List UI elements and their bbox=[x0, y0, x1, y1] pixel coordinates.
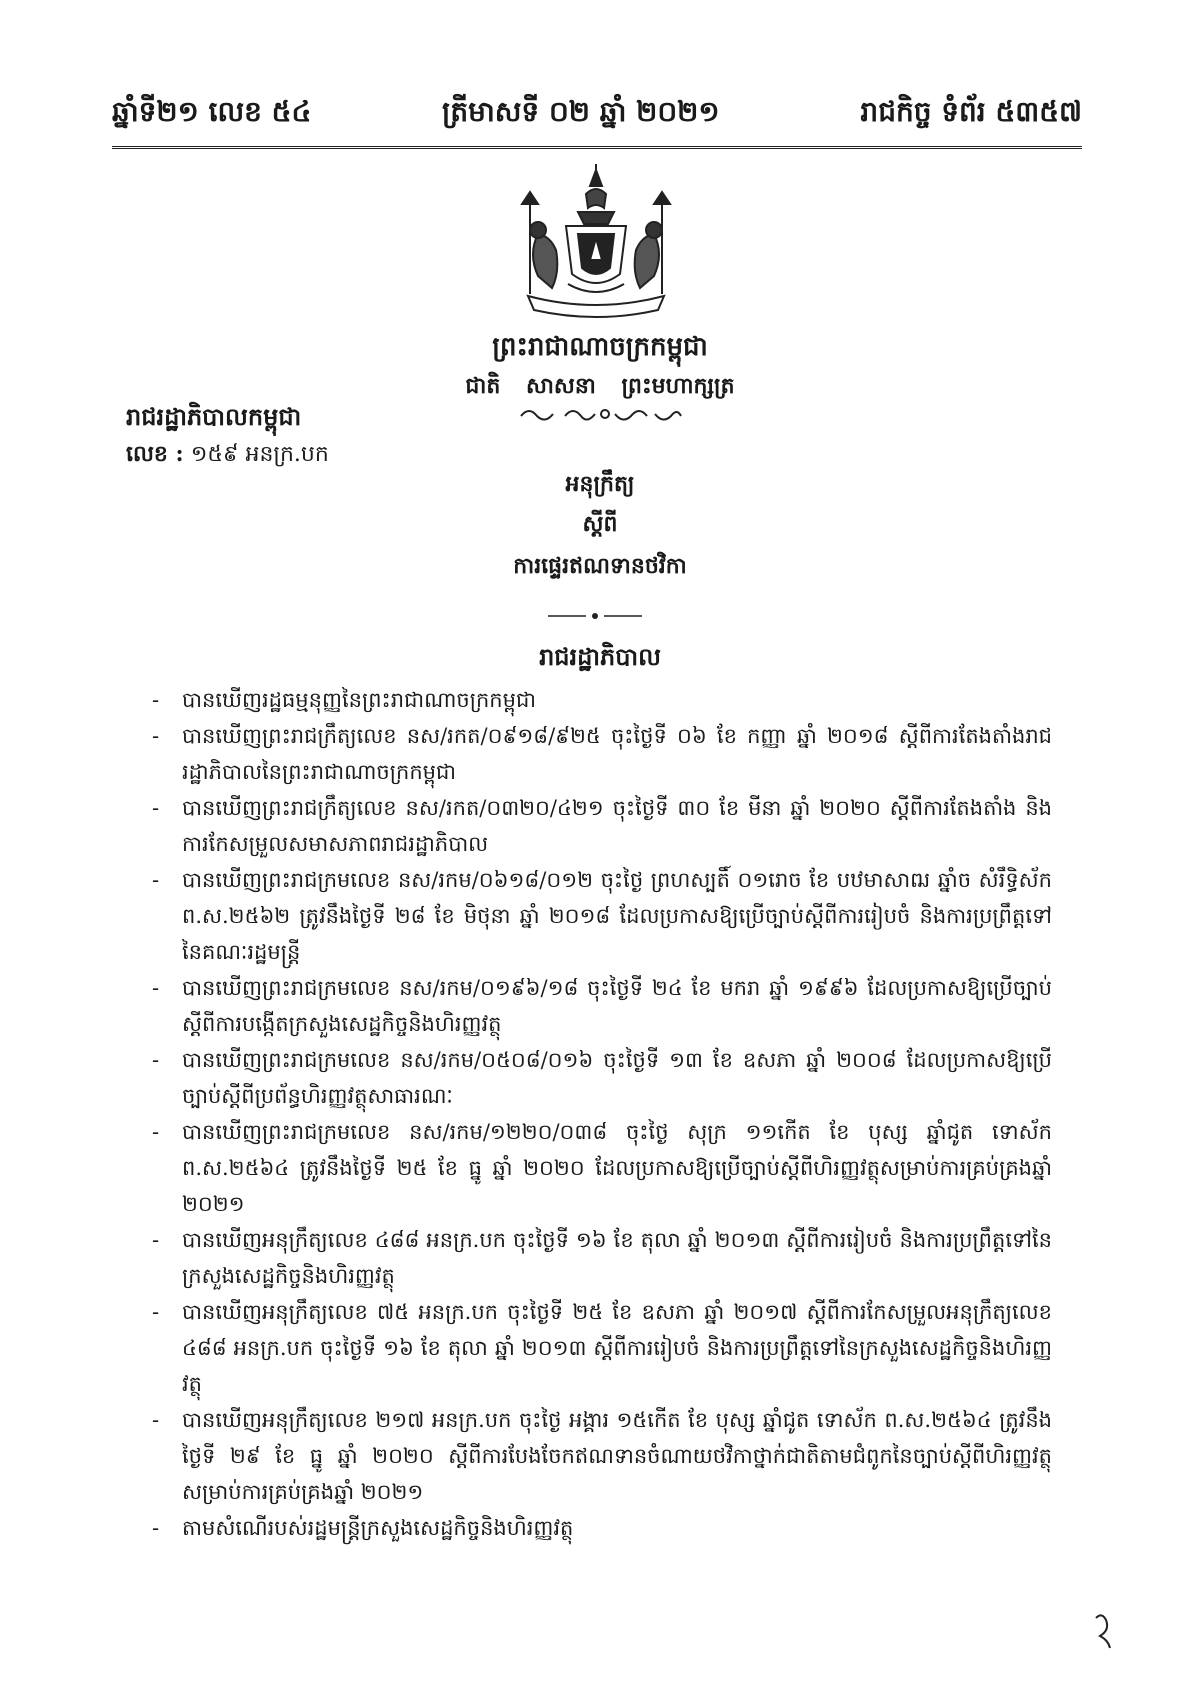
reference-value: ១៥៩ អនក្រ.បក bbox=[190, 442, 329, 467]
document-about: ស្តីពី bbox=[582, 511, 618, 537]
list-item: - បានឃើញព្រះរាជក្រឹត្យលេខ នស/រកត/០៩១៨/៩២៥ ចុះថ្ងៃទី ០៦ ខែ កញ្ញា ឆ្នាំ ២០១៨ ស្តីពីការតែងតាំងរាជរដ្ឋាភិបាលនៃព្រះរាជាណាចក្រកម្ពុជា bbox=[172, 718, 1052, 790]
document-type: អនុក្រឹត្យ bbox=[565, 471, 635, 497]
ornament-divider-icon bbox=[515, 402, 685, 426]
list-item: - បានឃើញព្រះរាជក្រមលេខ នស/រកម/០១៩៦/១៨ ចុះថ្ងៃទី ២៤ ខែ មករា ឆ្នាំ ១៩៩៦ ដែលប្រកាសឱ្យប្រើច្បាប់ស្តីពីការបង្កើតក្រសួងសេដ្ឋកិច្ចនិងហិរញ្ញវត្ថុ bbox=[172, 970, 1052, 1042]
initial-mark-icon bbox=[1092, 1610, 1114, 1650]
national-motto: ជាតិ សាសនា ព្រះមហាក្សត្រ bbox=[465, 373, 735, 399]
royal-emblem-icon bbox=[508, 164, 684, 324]
header-issue: ឆ្នាំទី២១ លេខ ៥៤ bbox=[112, 95, 312, 128]
header-page-number: រាជកិច្ច ទំព័រ ៥៣៥៧ bbox=[860, 95, 1082, 128]
list-item: - បានឃើញអនុក្រឹត្យលេខ ៧៥ អនក្រ.បក ចុះថ្ងៃទី ២៥ ខែ ឧសភា ឆ្នាំ ២០១៧ ស្តីពីការកែសម្រួលអនុក្រឹត្យលេខ ៤៨៨ អនក្រ.បក ចុះថ្ងៃទី ១៦ ខែ តុលា ឆ្នាំ ២០១៣ ស្តីពីការរៀបចំ និងការប្រព្រឹត្តទៅនៃក្រសួងសេដ្ឋកិច្ចនិងហិរញ្ញវត្ថុ bbox=[172, 1294, 1052, 1402]
reference-number bbox=[126, 440, 329, 472]
list-item: - បានឃើញរដ្ឋធម្មនុញ្ញនៃព្រះរាជាណាចក្រកម្ពុជា bbox=[172, 682, 1052, 718]
reference-label: លេខ : bbox=[126, 441, 184, 467]
list-item: - បានឃើញអនុក្រឹត្យលេខ ២១៧ អនក្រ.បក ចុះថ្ងៃ អង្គារ ១៥កើត ខែ បុស្ស ឆ្នាំជូត ទោស័ក ព.ស.២៥៦៤ ត្រូវនឹងថ្ងៃទី ២៩ ខែ ធ្នូ ឆ្នាំ ២០២០ ស្តីពីការបែងចែកឥណទានចំណាយថវិកាថ្នាក់ជាតិតាមជំពូកនៃច្បាប់ស្តីពីហិរញ្ញវត្ថុសម្រាប់ការគ្រប់គ្រងឆ្នាំ ២០២១ bbox=[172, 1402, 1052, 1510]
title-divider bbox=[548, 612, 642, 620]
page-header bbox=[112, 94, 1082, 146]
header-quarter: ត្រីមាសទី ០២ ឆ្នាំ ២០២១ bbox=[442, 95, 720, 128]
section-title: រាជរដ្ឋាភិបាល bbox=[539, 642, 661, 671]
list-item: - បានឃើញអនុក្រឹត្យលេខ ៤៨៨ អនក្រ.បក ចុះថ្ងៃទី ១៦ ខែ តុលា ឆ្នាំ ២០១៣ ស្តីពីការរៀបចំ និងការប្រព្រឹត្តទៅនៃក្រសួងសេដ្ឋកិច្ចនិងហិរញ្ញវត្ថុ bbox=[172, 1222, 1052, 1294]
kingdom-name: ព្រះរាជាណាចក្រកម្ពុជា bbox=[492, 332, 708, 362]
list-item: - បានឃើញព្រះរាជក្រមលេខ នស/រកម/១២២០/០៣៨ ចុះថ្ងៃ សុក្រ ១១កើត ខែ បុស្ស ឆ្នាំជូត ទោស័ក ព.ស.២៥៦៤ ត្រូវនឹងថ្ងៃទី ២៥ ខែ ធ្នូ ឆ្នាំ ២០២០ ដែលប្រកាសឱ្យប្រើច្បាប់ស្តីពីហិរញ្ញវត្ថុសម្រាប់ការគ្រប់គ្រងឆ្នាំ ២០២១ bbox=[172, 1114, 1052, 1222]
list-item: - បានឃើញព្រះរាជក្រមលេខ នស/រកម/០៦១៨/០១២ ចុះថ្ងៃ ព្រហស្បតិ៍ ០១រោច ខែ បឋមាសាឍ ឆ្នាំច សំរឹទ្ធិស័ក ព.ស.២៥៦២ ត្រូវនឹងថ្ងៃទី ២៨ ខែ មិថុនា ឆ្នាំ ២០១៨ ដែលប្រកាសឱ្យប្រើច្បាប់ស្តីពីការរៀបចំ និងការប្រព្រឹត្តទៅនៃគណៈរដ្ឋមន្ត្រី bbox=[172, 862, 1052, 970]
document-subject: ការផ្ទេរឥណទានថវិកា bbox=[513, 553, 687, 579]
preamble-list bbox=[172, 682, 1052, 1546]
list-item: - បានឃើញព្រះរាជក្រមលេខ នស/រកម/០៥០៨/០១៦ ចុះថ្ងៃទី ១៣ ខែ ឧសភា ឆ្នាំ ២០០៨ ដែលប្រកាសឱ្យប្រើច្បាប់ស្តីពីប្រព័ន្ធហិរញ្ញវត្ថុសាធារណៈ bbox=[172, 1042, 1052, 1114]
list-item: - បានឃើញព្រះរាជក្រឹត្យលេខ នស/រកត/០៣២០/៤២១ ចុះថ្ងៃទី ៣០ ខែ មីនា ឆ្នាំ ២០២០ ស្តីពីការតែងតាំង និងការកែសម្រួលសមាសភាពរាជរដ្ឋាភិបាល bbox=[172, 790, 1052, 862]
header-rule bbox=[112, 146, 1082, 149]
issuer-name: រាជរដ្ឋាភិបាលកម្ពុជា bbox=[126, 402, 302, 431]
list-item: - តាមសំណើរបស់រដ្ឋមន្ត្រីក្រសួងសេដ្ឋកិច្ចនិងហិរញ្ញវត្ថុ bbox=[172, 1510, 1052, 1546]
